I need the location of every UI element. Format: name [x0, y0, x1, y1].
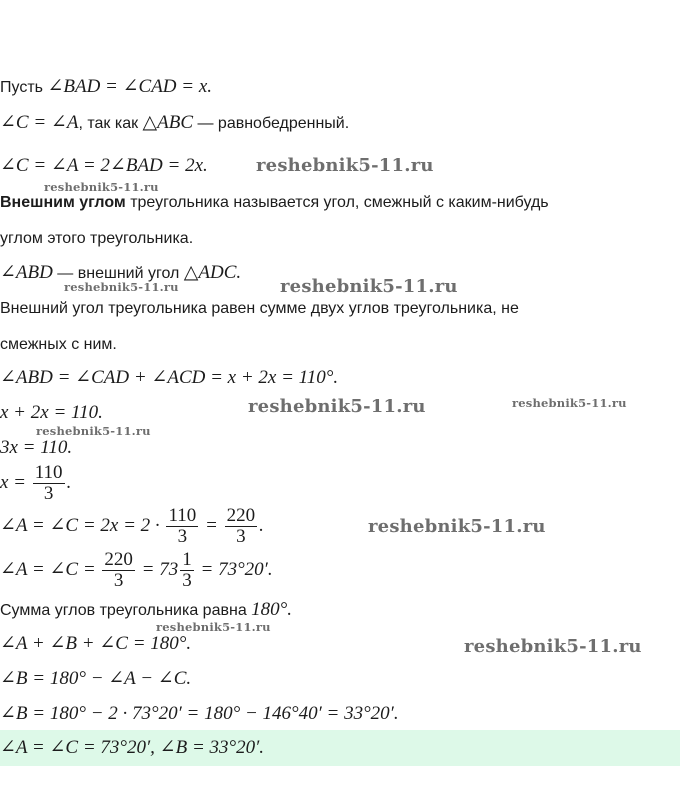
line-math: x =	[0, 472, 31, 493]
line-math-triangle: △ADC.	[183, 262, 242, 283]
fraction	[102, 550, 135, 591]
line-math: ∠A + ∠B + ∠C = 180°.	[0, 633, 192, 654]
line-math: ∠C = ∠A	[0, 112, 79, 133]
line-angle-b-value	[0, 703, 399, 726]
watermark: reshebnik5-11.ru	[280, 276, 458, 297]
fraction-denominator: 3	[236, 526, 246, 548]
line-text: Сумма углов треугольника равна	[0, 602, 252, 619]
line-math: ∠B = 180° − 2 · 73°20′ = 180° − 146°40′ = 33°20′.	[0, 703, 399, 724]
line-math-end: = 73°20′.	[195, 559, 273, 580]
watermark: reshebnik5-11.ru	[156, 620, 271, 634]
line-math-end: .	[66, 472, 72, 493]
fraction-denominator: 3	[177, 526, 188, 548]
line-angle-degrees	[0, 550, 273, 591]
fraction-numerator: 110	[34, 462, 63, 484]
fraction-numerator: 110	[168, 505, 197, 527]
line-text: Пусть	[0, 79, 48, 96]
line-text: — внешний угол	[52, 265, 184, 282]
fraction	[225, 506, 258, 547]
line-math-mid: =	[200, 515, 223, 536]
line-angle-abd	[0, 367, 338, 390]
line-text: смежных с ним.	[0, 336, 117, 353]
watermark: reshebnik5-11.ru	[368, 516, 546, 537]
line-angle-c-equals	[0, 155, 208, 178]
fraction-denominator: 3	[182, 570, 192, 592]
line-angle-b-expr	[0, 668, 191, 691]
fraction-numerator: 220	[104, 549, 133, 571]
line-math: 3x = 110.	[0, 437, 73, 458]
line-math: ∠A = ∠C = 2x = 2 ·	[0, 515, 165, 536]
fraction-denominator: 3	[43, 483, 54, 505]
watermark: reshebnik5-11.ru	[36, 424, 151, 438]
line-isosceles	[0, 112, 349, 135]
line-math-mid: = 73	[136, 559, 179, 580]
line-theorem-cont	[0, 334, 117, 356]
line-math: ∠ABD = ∠CAD + ∠ACD = x + 2x = 110°.	[0, 367, 339, 388]
watermark: reshebnik5-11.ru	[512, 396, 627, 410]
line-angle-value	[0, 506, 264, 547]
fraction-numerator: 220	[226, 505, 256, 527]
watermark: reshebnik5-11.ru	[64, 280, 179, 294]
line-math-triangle: △ABC	[142, 112, 194, 133]
line-math: ∠BAD = ∠CAD = x.	[47, 76, 213, 97]
line-math: ∠B = 180° − ∠A − ∠C.	[0, 668, 192, 689]
watermark: reshebnik5-11.ru	[44, 180, 159, 194]
line-definition-cont	[0, 228, 193, 250]
line-math: x + 2x = 110.	[0, 402, 103, 423]
line-text: , так как	[78, 115, 143, 132]
watermark: reshebnik5-11.ru	[464, 636, 642, 657]
fraction-denominator: 3	[113, 570, 124, 592]
line-math-end: .	[259, 515, 264, 536]
line-math: ∠C = ∠A = 2∠BAD = 2x.	[0, 155, 208, 176]
answer-math: ∠A = ∠C = 73°20′, ∠B = 33°20′.	[0, 737, 265, 758]
line-x-value	[0, 463, 71, 504]
fraction	[33, 463, 65, 504]
fraction	[180, 550, 194, 591]
line-text-end: — равнобедренный.	[193, 115, 350, 132]
line-math: ∠ABD	[0, 262, 53, 283]
line-definition	[0, 192, 549, 214]
line-theorem	[0, 298, 519, 320]
line-equation-simplified	[0, 437, 72, 460]
line-equation	[0, 402, 103, 425]
line-text: углом этого треугольника.	[0, 230, 194, 247]
line-angle-sum	[0, 633, 191, 656]
definition-term: Внешним углом	[0, 194, 126, 211]
watermark: reshebnik5-11.ru	[248, 396, 426, 417]
line-math: 180°.	[251, 599, 293, 620]
line-text: Внешний угол треугольника равен сумме двух углов треугольника, не	[0, 300, 519, 317]
line-text: треугольника называется угол, смежный с каким-нибудь	[125, 194, 549, 211]
line-let-angles	[0, 76, 212, 99]
line-angle-sum-rule	[0, 599, 292, 622]
fraction-numerator: 1	[182, 549, 192, 571]
watermark: reshebnik5-11.ru	[256, 155, 434, 176]
line-math: ∠A = ∠C =	[0, 559, 101, 580]
fraction	[166, 506, 198, 547]
line-answer	[0, 737, 264, 760]
